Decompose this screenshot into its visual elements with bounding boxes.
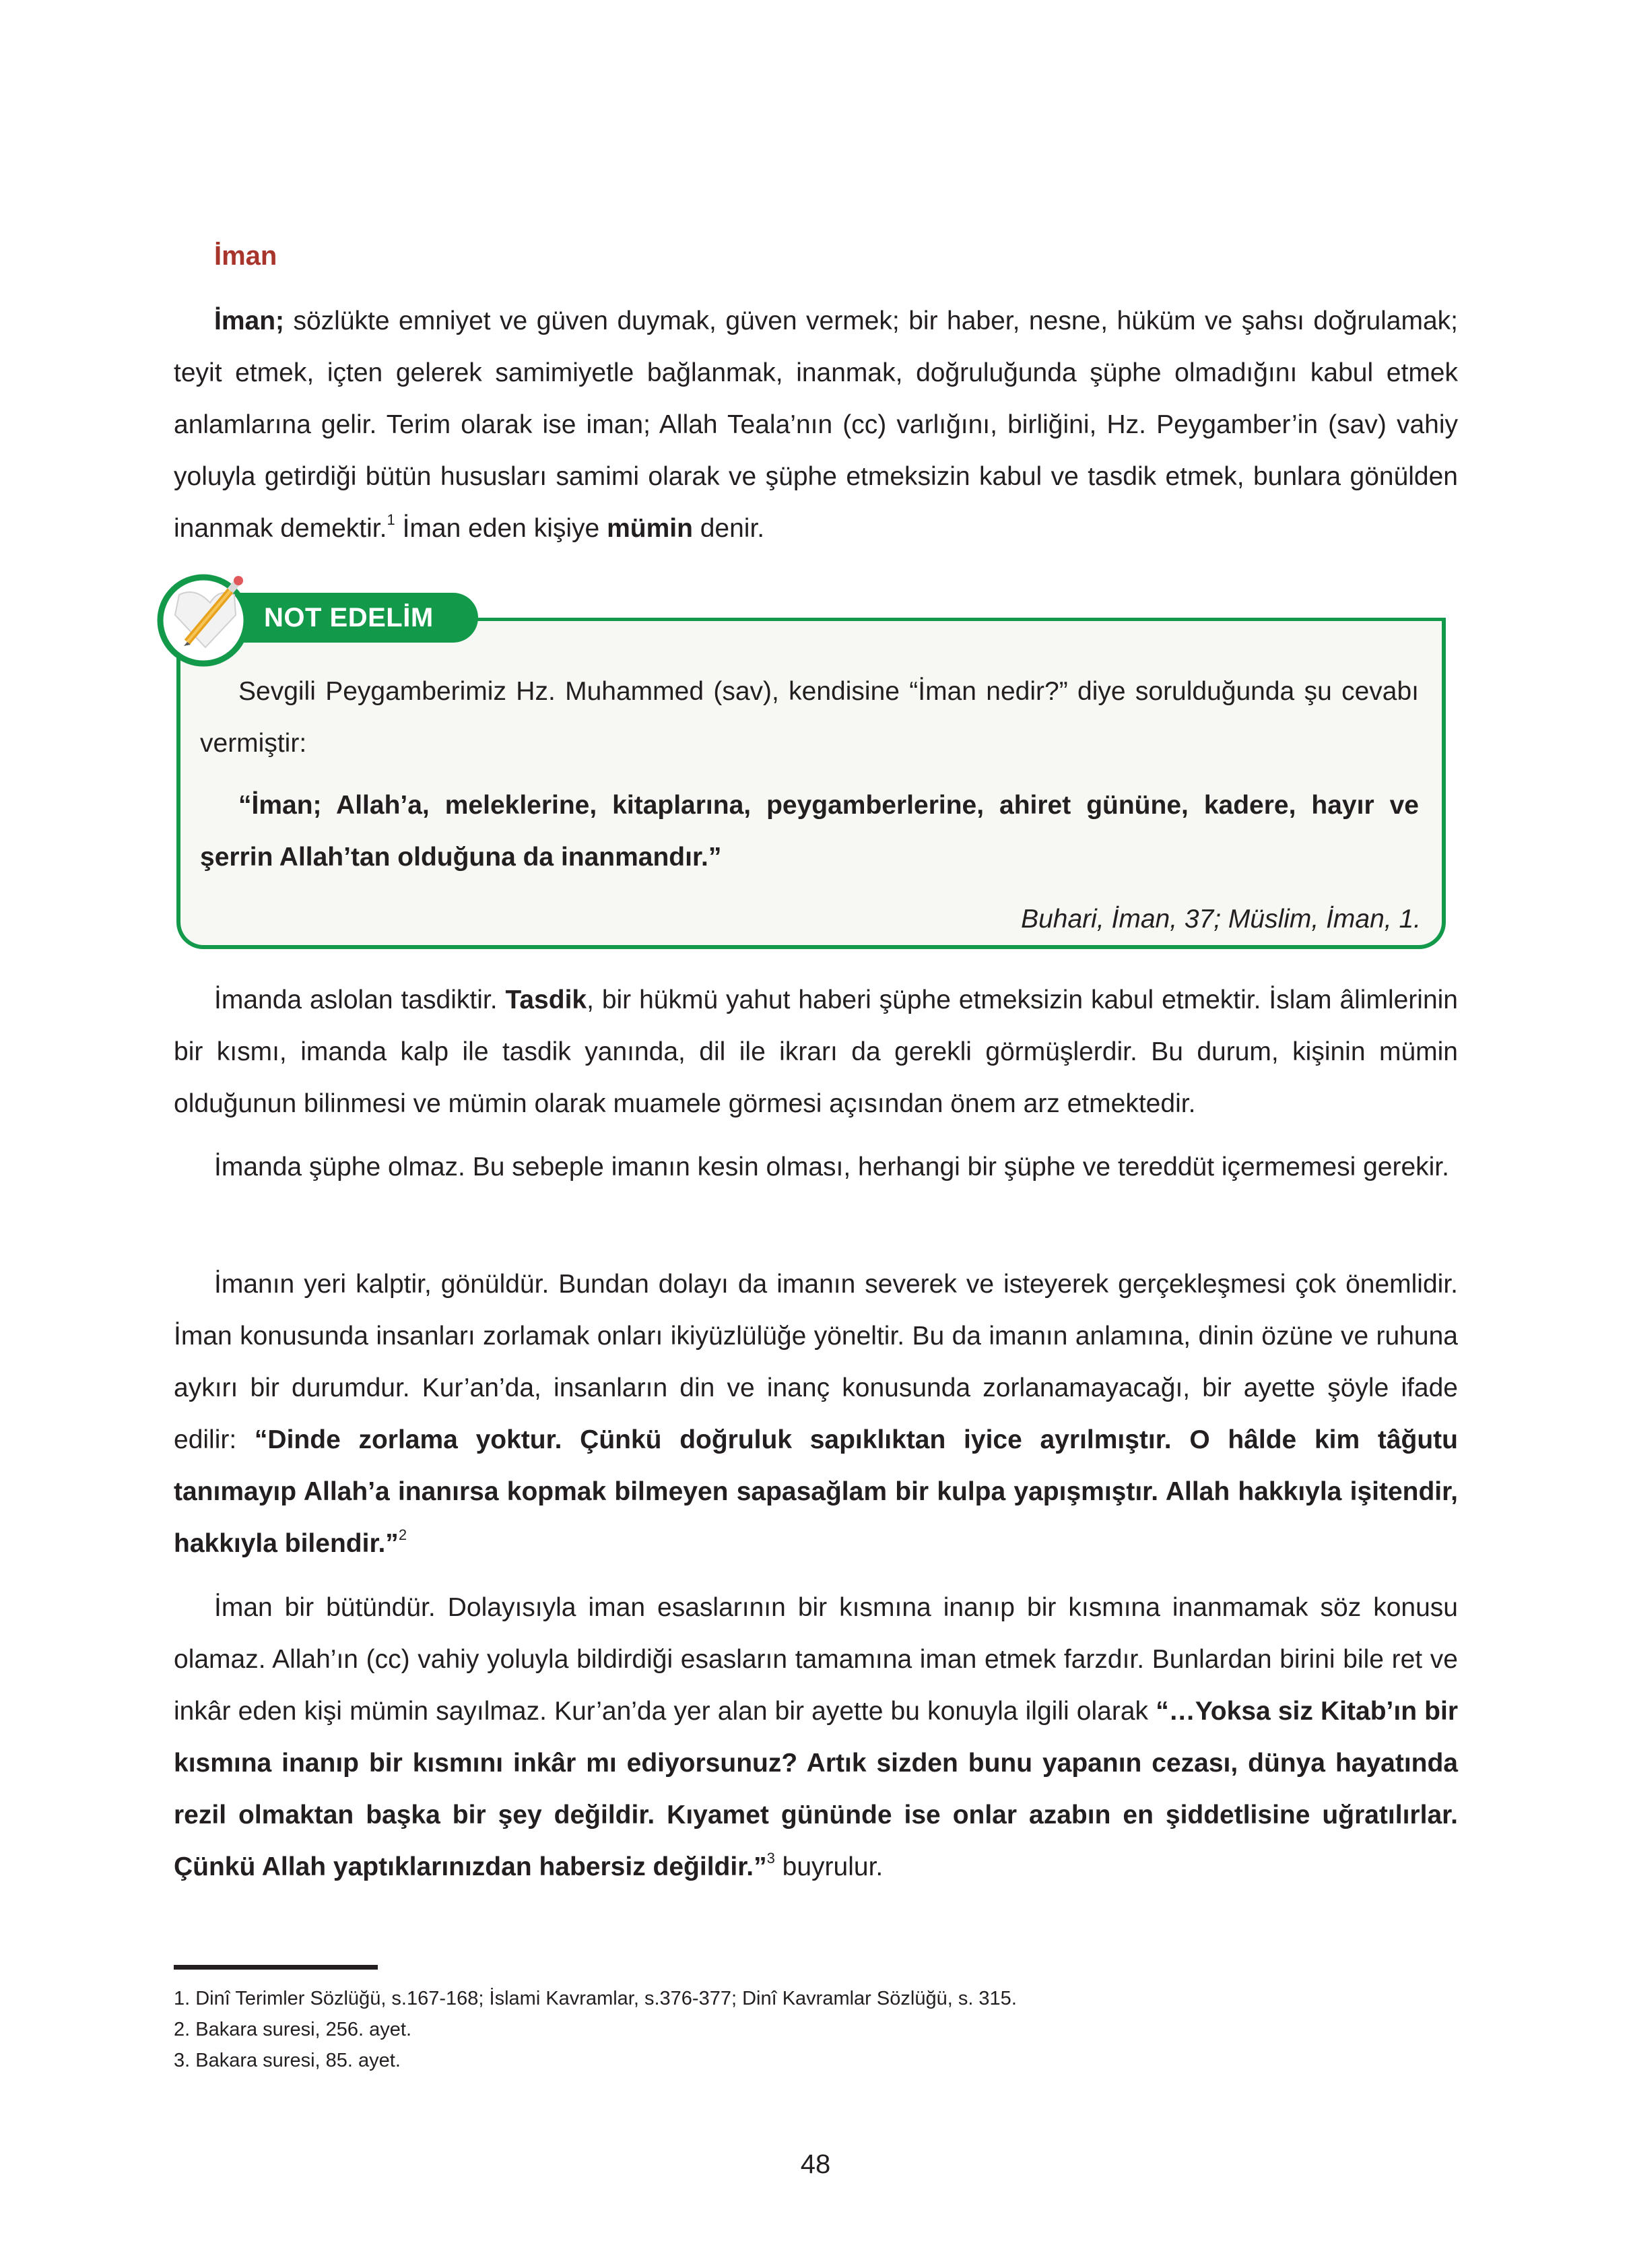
- footnote-3: 3. Bakara suresi, 85. ayet.: [174, 2050, 401, 2071]
- paragraph-heart: [174, 1258, 1458, 1569]
- paragraph-text: İman eden kişiye: [395, 514, 607, 543]
- bold-term: Tasdik: [505, 985, 587, 1014]
- paragraph-text: İman bir bütündür. Dolayısıyla iman esaslarının bir kısmına inanıp bir kısmına inanmamak söz konusu olamaz. Allah’ın (cc) vahiy yoluyla bildirdiği esasların tamamına iman etmek farzdır. Bunlardan birini bile ret ve inkâr eden kişi mümin sayılmaz. Kur’an’da yer alan bir ayette bu konuyla ilgili olarak: [174, 1593, 1458, 1726]
- paragraph-text: buyrulur.: [774, 1852, 884, 1881]
- footnote-ref: 3: [766, 1850, 775, 1867]
- lead-term: İman;: [214, 306, 285, 335]
- note-intro: Sevgili Peygamberimiz Hz. Muhammed (sav), kendisine “İman nedir?” diye sorulduğunda şu cevabı vermiştir:: [200, 677, 1419, 758]
- footnote-divider: [174, 1965, 378, 1970]
- note-box-title: NOT EDELİM: [264, 603, 434, 633]
- quran-quote: “…Yoksa siz Kitab’ın bir kısmına inanıp bir kısmını inkâr mı ediyorsunuz? Artık sizden bunu yapanın cezası, dünya hayatında rezil olmaktan başka bir şey değildir. Kıyamet gününde ise onlar azabın en şiddetlisine uğratılırlar. Çünkü Allah yaptıklarınızdan habersiz değildir.”: [174, 1697, 1458, 1881]
- bold-term: mümin: [607, 514, 693, 543]
- section-title: İman: [214, 241, 277, 271]
- paragraph-no-doubt: İmanda şüphe olmaz. Bu sebeple imanın kesin olması, herhangi bir şüphe ve tereddüt içermemesi gerekir.: [214, 1153, 1449, 1181]
- footnote-2: 2. Bakara suresi, 256. ayet.: [174, 2019, 412, 2040]
- paragraph-iman-definition: [174, 295, 1458, 554]
- quran-quote: “Dinde zorlama yoktur. Çünkü doğruluk sapıklıktan iyice ayrılmıştır. O hâlde kim tâğutu tanımayıp Allah’a inanırsa kopmak bilmeyen sapasağlam bir kulpa yapışmıştır. Allah hakkıyla işitendir, hakkıyla bilendir.”: [174, 1425, 1458, 1558]
- paragraph-whole: [174, 1582, 1458, 1893]
- footnotes: [174, 1983, 1017, 2076]
- footnote-1: 1. Dinî Terimler Sözlüğü, s.167-168; İslami Kavramlar, s.376-377; Dinî Kavramlar Sözlüğü, s. 315.: [174, 1988, 1017, 2009]
- note-quote: “İman; Allah’a, meleklerine, kitaplarına, peygamberlerine, ahiret gününe, kadere, hayır ve şerrin Allah’tan olduğuna da inanmandır.”: [200, 791, 1419, 872]
- paragraph-text: , bir hükmü yahut haberi şüphe etmeksizin kabul etmektir. İslam âlimlerinin bir kısmı, imanda kalp ile tasdik yanında, dil ile ikrarı da gerekli görmüşlerdir. Bu durum, kişinin mümin olduğunun bilinmesi ve mümin olarak muamele görmesi açısından önem arz etmektedir.: [174, 985, 1458, 1118]
- pencil-note-icon: [155, 568, 256, 669]
- footnote-ref: 2: [398, 1526, 407, 1543]
- paragraph-text: sözlükte emniyet ve güven duymak, güven vermek; bir haber, nesne, hüküm ve şahsı doğrulamak; teyit etmek, içten gelerek samimiyetle bağlanmak, inanmak, doğruluğunda şüphe olmadığını kabul etmek anlamlarına gelir. Terim olarak ise iman; Allah Teala’nın (cc) varlığını, birliğini, Hz. Peygamber’in (sav) vahiy yoluyla getirdiği bütün hususları samimi olarak ve şüphe etmeksizin kabul ve tasdik etmek, bunlara gönülden inanmak demektir.: [174, 306, 1458, 543]
- paragraph-text: denir.: [692, 514, 765, 543]
- paragraph-text: İmanın yeri kalptir, gönüldür. Bundan dolayı da imanın severek ve isteyerek gerçekleşmesi çok önemlidir. İman konusunda insanları zorlamak onları ikiyüzlülüğe yöneltir. Bu da imanın anlamına, dinin özüne ve ruhuna aykırı bir durumdur. Kur’an’da, insanların din ve inanç konusunda zorlanamayacağı, bir ayette şöyle ifade edilir:: [174, 1270, 1458, 1454]
- note-source: Buhari, İman, 37; Müslim, İman, 1.: [1021, 905, 1421, 934]
- page-number: 48: [800, 2149, 831, 2179]
- paragraph-tasdik: [174, 974, 1458, 1130]
- paragraph-text: İmanda aslolan tasdiktir.: [214, 985, 506, 1014]
- footnote-ref: 1: [387, 511, 395, 528]
